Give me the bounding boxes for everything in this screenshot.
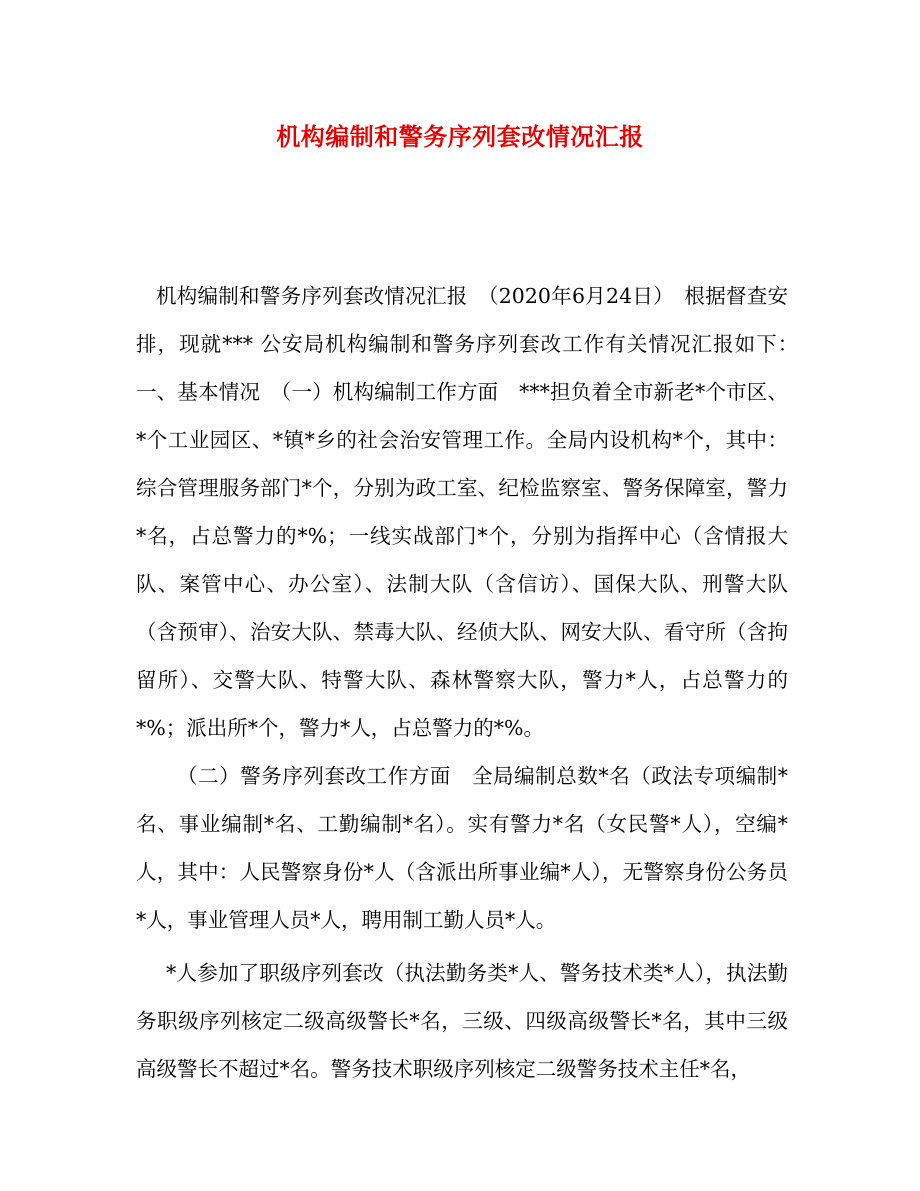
document-body [136,272,809,1093]
paragraph-rank-reform: *人参加了职级序列套改（执法勤务类*人、警务技术类*人），执法勤务职级序列核定二级高级警长*名，三级、四级高级警长*名，其中三级高级警长不超过*名。警务技术职级序列核定二级警务技术主任*名， [136,961,788,1081]
paragraph-police-sequence: （二）警务序列套改工作方面 全局编制总数*名（政法专项编制*名、事业编制*名、工勤编制*名）。实有警力*名（女民警*人），空编*人，其中：人民警察身份*人（含派出所事业编*人），无警察身份公务员*人，事业管理人员*人，聘用制工勤人员*人。 [136,764,788,932]
paragraph-basic-situation: 机构编制和警务序列套改情况汇报 （2020年6月24日） 根据督查安排，现就*** 公安局机构编制和警务序列套改工作有关情况汇报如下： 一、基本情况 （一）机构编制工作方面 ***担负着全市新老*个市区、*个工业园区、*镇*乡的社会治安管理工作。全局内设机构*个，其中：综合管理服务部门*个，分别为政工室、纪检监察室、警务保障室，警力*名，占总警力的*%；一线实战部门*个，分别为指挥中心（含情报大队、案管中心、办公室）、法制大队（含信访）、国保大队、刑警大队（含预审）、治安大队、禁毒大队、经侦大队、网安大队、看守所（含拘留所）、交警大队、特警大队、森林警察大队，警力*人，占总警力的*%；派出所*个，警力*人，占总警力的*%。 [136,284,809,740]
document-title: 机构编制和警务序列套改情况汇报 [276,122,644,151]
